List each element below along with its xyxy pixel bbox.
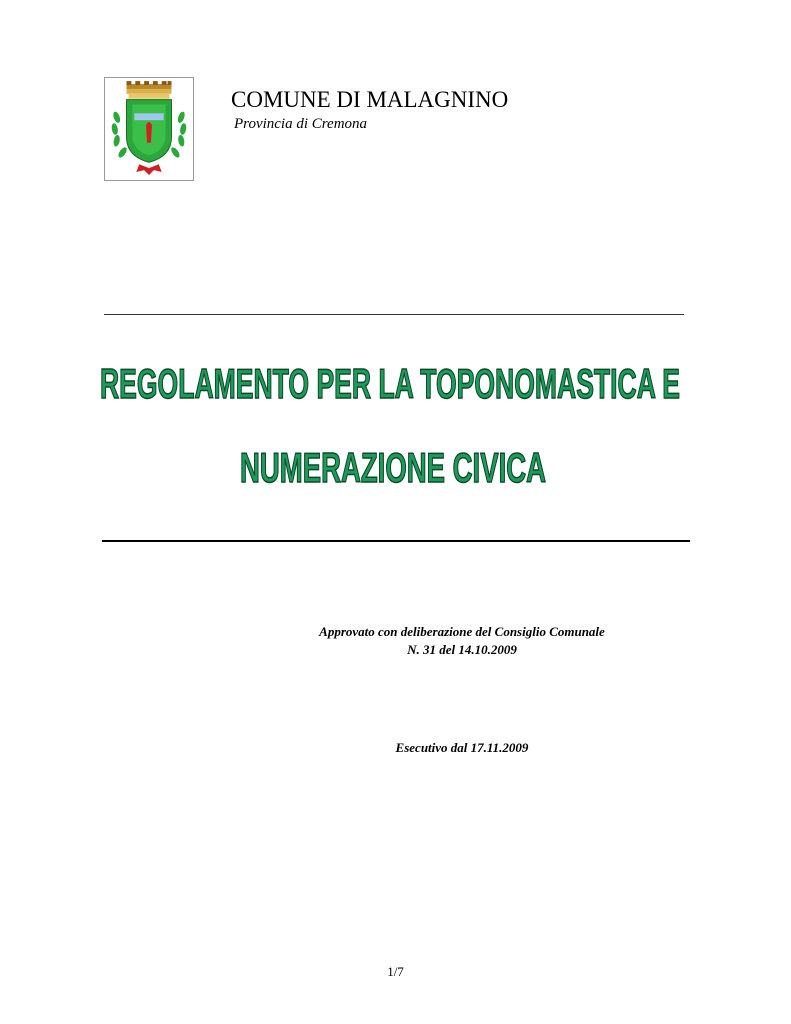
approval-text: Approvato con deliberazione del Consiglio Comunale [319,624,605,639]
page-number: 1/7 [387,964,404,979]
province-name: Provincia di Cremona [234,116,368,132]
title-line-1: REGOLAMENTO PER LA TOPONOMASTICA E [100,360,680,407]
title-divider [102,540,690,542]
municipality-name: COMUNE DI MALAGNINO [231,87,509,112]
title-line-2: NUMERAZIONE CIVICA [240,444,546,491]
executive-date: Esecutivo dal 17.11.2009 [395,740,529,755]
coat-of-arms [104,77,194,181]
header-divider [104,314,684,315]
document-title [0,330,791,500]
deliberation-number: N. 31 del 14.10.2009 [407,642,517,657]
municipal-coat-of-arms-icon [105,78,193,180]
